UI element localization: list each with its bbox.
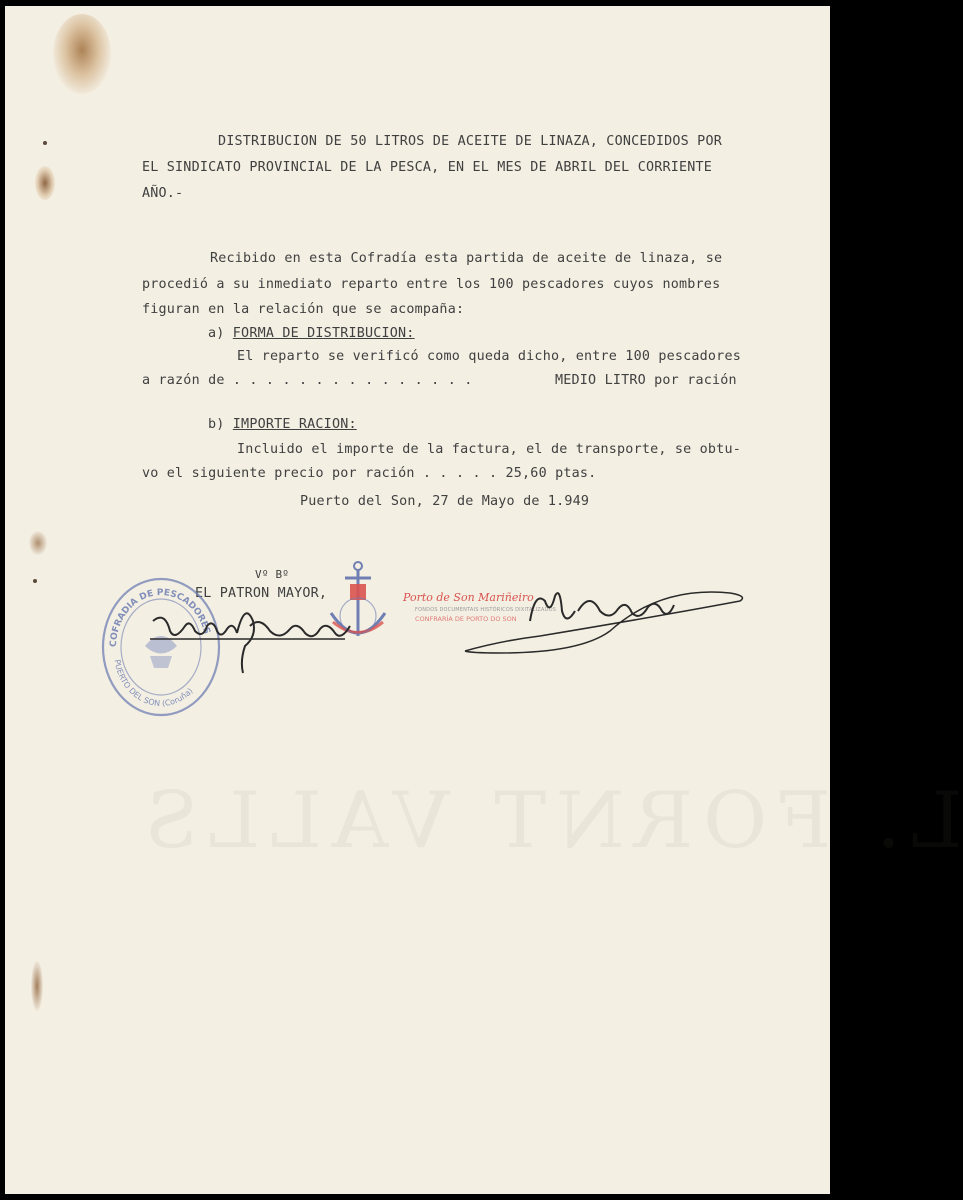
section-a-line-1: El reparto se verificó como queda dicho, entre 100 pescadores [237,349,741,364]
rust-stain-hole-1 [35,166,55,200]
title-line-3: AÑO.- [142,186,184,201]
document-page [5,6,963,1194]
paragraph-1-line-3: figuran en la relación que se acompaña: [142,302,465,317]
stamp-bottom-text: PUERTO DEL SON (Coruña) [112,658,195,709]
signature-secretary [460,581,750,661]
section-a-heading [208,326,415,341]
paper-watermark: L. FORNT VALLS [135,776,963,866]
section-a-line-2-right: MEDIO LITRO por ración [555,373,737,388]
patron-mayor-label: EL PATRON MAYOR, [195,586,328,601]
section-b-line-2: vo el siguiente precio por ración . . . . . 25,60 ptas. [142,466,597,481]
title-line-1: DISTRIBUCION DE 50 LITROS DE ACEITE DE LINAZA, CONCEDIDOS POR [218,134,722,149]
section-a-line-2-left: a razón de . . . . . . . . . . . . . . . [142,373,473,388]
section-a-prefix: a) [208,326,225,341]
punch-dot-1 [43,141,47,145]
rust-stain-hole-3 [31,961,43,1011]
place-and-date: Puerto del Son, 27 de Mayo de 1.949 [300,494,590,509]
section-b-title: IMPORTE RACION: [232,417,357,432]
paragraph-1-line-2: procedió a su inmediato reparto entre los 100 pescadores cuyos nombres [142,277,721,292]
title-line-2: EL SINDICATO PROVINCIAL DE LA PESCA, EN EL MES DE ABRIL DEL CORRIENTE [142,160,713,175]
rust-stain-hole-2 [29,531,47,555]
stamp-top-text: COFRADIA DE PESCADORES [108,587,212,648]
signature-patron [145,591,365,681]
rust-stain-top [53,14,111,94]
section-b-prefix: b) [208,417,225,432]
section-a-title: FORMA DE DISTRIBUCION: [232,326,415,341]
paragraph-1-line-1: Recibido en esta Cofradía esta partida de aceite de linaza, se [210,251,723,266]
archive-org: CONFRARÍA DE PORTO DO SON [415,615,517,623]
section-b-heading [208,417,357,432]
archive-subtitle: FONDOS DOCUMENTAIS HISTÓRICOS DIXITALIZADOS [415,607,557,613]
vobo-mark: Vº Bº [255,568,290,581]
punch-dot-2 [33,579,37,583]
section-b-line-1: Incluido el importe de la factura, el de transporte, se obtu- [237,442,741,457]
archive-brand: Porto de Son Mariñeiro [403,591,534,604]
